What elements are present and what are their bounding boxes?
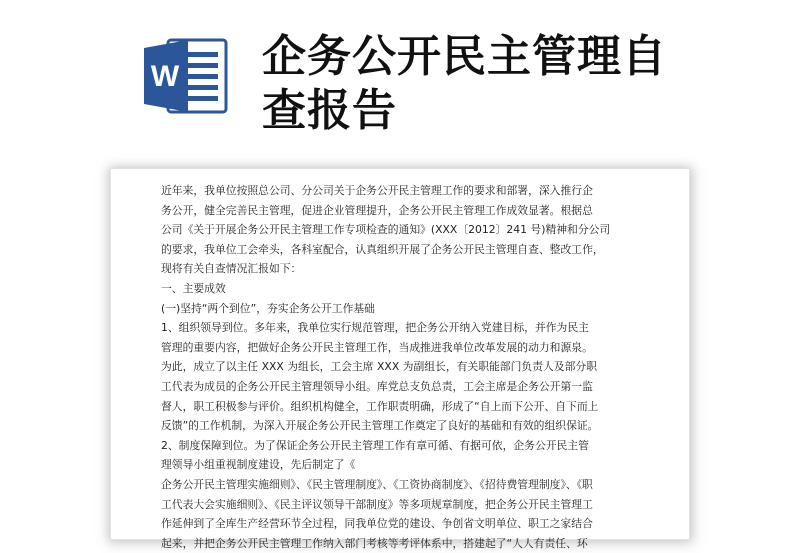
body-line: 务公开，健全完善民主管理，促进企业管理提升，企务公开民主管理工作成效显著。根据总 [161, 203, 593, 217]
body-line: 作延伸到了全库生产经营环节全过程，同我单位党的建设、争创省文明单位、职工之家结合 [161, 517, 593, 531]
subsection-heading: (一)坚持“两个到位”，夯实企务公开工作基础 [161, 301, 375, 315]
title-line-1: 企务公开民主管理自 [262, 31, 667, 82]
body-line: 企务公开民主管理实施细则》、《民主管理制度》、《工资协商制度》、《招待费管理制度》、《职 [161, 477, 593, 491]
word-icon-letter: W [150, 60, 180, 93]
body-line: 2、制度保障到位。为了保证企务公开民主管理工作有章可循、有据可依，企务公开民主管 [161, 438, 589, 452]
body-line: 反馈”的工作机制，为深入开展企务公开民主管理工作奠定了良好的基础和有效的组织保证。 [161, 419, 599, 433]
body-line: 近年来，我单位按照总公司、分公司关于企务公开民主管理工作的要求和部署，深入推行企 [161, 184, 593, 197]
body-line: 工代表大会实施细则》、《民主评议领导干部制度》等多项规章制度，把企务公开民主管理工 [161, 497, 593, 511]
title-line-2: 查报告 [262, 85, 397, 136]
body-line: 1、组织领导到位。多年来，我单位实行规范管理，把企务公开纳入党建目标，并作为民主 [161, 321, 589, 335]
body-line: 起来，并把企务公开民主管理工作纳入部门考核等考评体系中，搭建起了“人人有责任、环 [161, 536, 588, 550]
body-line: 督人，职工积极参与评价。组织机构健全，工作职责明确，形成了“自上而下公开、自下而上 [161, 399, 599, 413]
body-line: 管理的重要内容，把做好企务公开民主管理工作，当成推进我单位改革发展的动力和源泉。 [161, 340, 593, 354]
section-heading: 一、主要成效 [161, 281, 226, 295]
word-document-icon [142, 36, 230, 116]
body-line: 理领导小组重视制度建设，先后制定了《 [161, 458, 356, 472]
body-line: 公司《关于开展企务公开民主管理工作专项检查的通知》(XXX〔2012〕241 号)精神和分公司 [161, 223, 611, 237]
document-body [161, 181, 641, 553]
body-line: 的要求，我单位工会牵头，各科室配合，认真组织开展了企务公开民主管理自查、整改工作， [161, 242, 604, 256]
document-page [110, 168, 690, 550]
page-title [262, 30, 722, 138]
body-line: 现将有关自查情况汇报如下： [161, 262, 302, 276]
body-line: 为此，成立了以主任 XXX 为组长，工会主席 XXX 为副组长，有关职能部门负责人及部分职 [161, 360, 597, 374]
body-line: 工代表为成员的企务公开民主管理领导小组。库党总支负总责，工会主席是企务公开第一监 [161, 379, 593, 393]
